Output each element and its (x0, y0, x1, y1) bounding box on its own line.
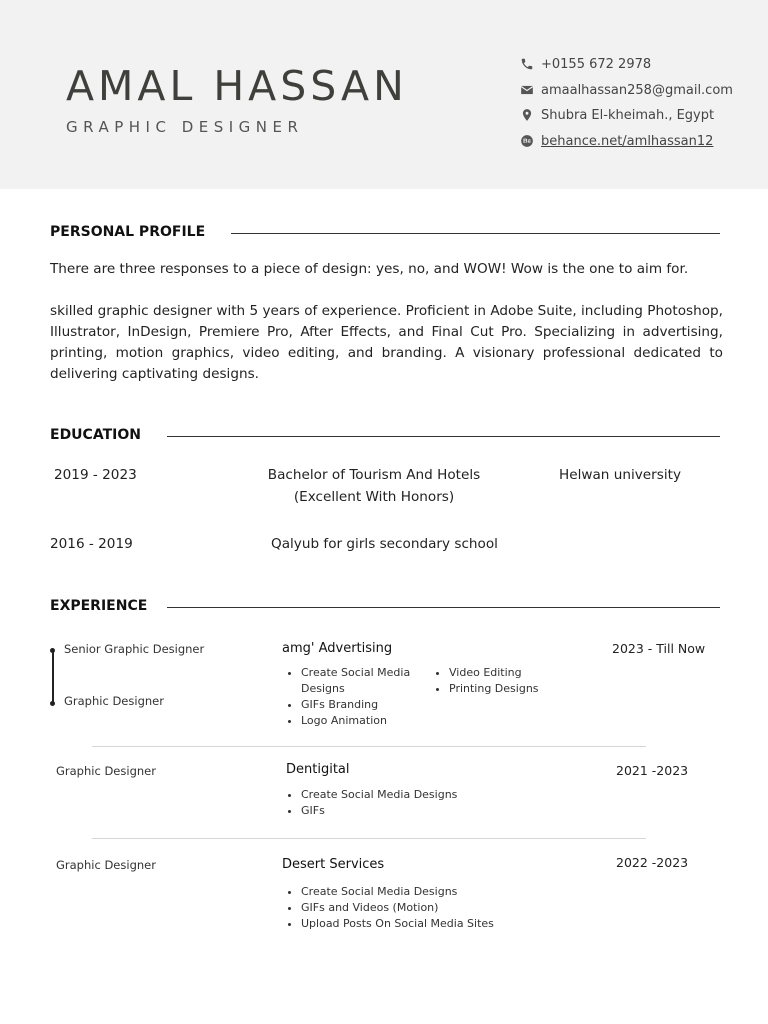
education-institution: Helwan university (559, 467, 681, 483)
education-school: Qalyub for girls secondary school (271, 536, 498, 552)
profile-summary: skilled graphic designer with 5 years of experience. Proficient in Adobe Suite, including Photoshop, Illustrator, InDesign, Premiere Pro, After Effects, and Final Cut Pro. Specializing in advertising, printing, motion graphics, video editing, and branding. A visionary professional dedicated to delivering captivating designs. (50, 303, 723, 382)
timeline-dot (50, 701, 55, 706)
list-item: • GIFs and Videos (Motion) (301, 900, 561, 916)
contact-email (520, 80, 733, 100)
job-title: Graphic Designer (56, 764, 156, 778)
section-title-experience: EXPERIENCE (50, 598, 148, 614)
timeline-line (52, 650, 54, 704)
job-period: 2023 - Till Now (612, 641, 706, 656)
section-divider-experience (167, 607, 720, 608)
company-name: amg' Advertising (282, 641, 393, 656)
contact-location-text: Shubra El-kheimah., Egypt (541, 107, 715, 123)
list-item: • Create Social Media Designs (301, 787, 551, 803)
list-item: • Upload Posts On Social Media Sites (301, 916, 561, 932)
job-period: 2021 -2023 (616, 763, 689, 778)
job-title: Graphic Designer (56, 858, 156, 872)
education-years: 2019 - 2023 (54, 467, 137, 483)
education-honors: (Excellent With Honors) (293, 489, 455, 505)
education-years: 2016 - 2019 (50, 536, 133, 552)
list-item: • Printing Designs (449, 681, 599, 697)
profile-quote: There are three responses to a piece of design: yes, no, and WOW! Wow is the one to aim for. (50, 261, 689, 277)
contact-location (520, 105, 714, 125)
list-item: • Create Social Media Designs (301, 884, 561, 900)
job-title: Senior Graphic Designer (64, 642, 205, 656)
job-period: 2022 -2023 (616, 855, 689, 870)
section-divider-profile (231, 233, 720, 234)
behance-icon (520, 134, 534, 148)
list-item: • GIFs (301, 803, 551, 819)
contact-behance (520, 131, 713, 151)
section-divider-education (167, 436, 720, 437)
job-divider (92, 746, 646, 747)
list-item: • Video Editing (449, 665, 599, 681)
behance-link[interactable]: behance.net/amlhassan12 (541, 133, 714, 149)
section-title-education: EDUCATION (50, 427, 141, 443)
contact-email-text[interactable]: amaalhassan258@gmail.com (541, 82, 733, 98)
list-item: • GIFs Branding (301, 697, 443, 713)
duties-list (430, 665, 599, 697)
timeline-dot (50, 648, 55, 653)
location-icon (520, 108, 534, 122)
list-item: • Create Social Media Designs (301, 665, 443, 697)
contact-phone (520, 54, 651, 74)
job-title: Graphic Designer (64, 694, 164, 708)
phone-icon (520, 57, 534, 71)
duties-list (282, 884, 561, 932)
company-name: Dentigital (286, 762, 350, 777)
list-item: • Logo Animation (301, 713, 443, 729)
contact-phone-text: +0155 672 2978 (541, 56, 652, 72)
candidate-role: GRAPHIC DESIGNER (66, 118, 304, 136)
candidate-name: AMAL HASSAN (66, 62, 408, 110)
duties-list (282, 665, 443, 729)
duties-list (282, 787, 551, 819)
job-divider (92, 838, 646, 839)
email-icon (520, 83, 534, 97)
education-degree: Bachelor of Tourism And Hotels (267, 467, 481, 483)
section-title-profile: PERSONAL PROFILE (50, 224, 206, 240)
company-name: Desert Services (282, 857, 385, 872)
